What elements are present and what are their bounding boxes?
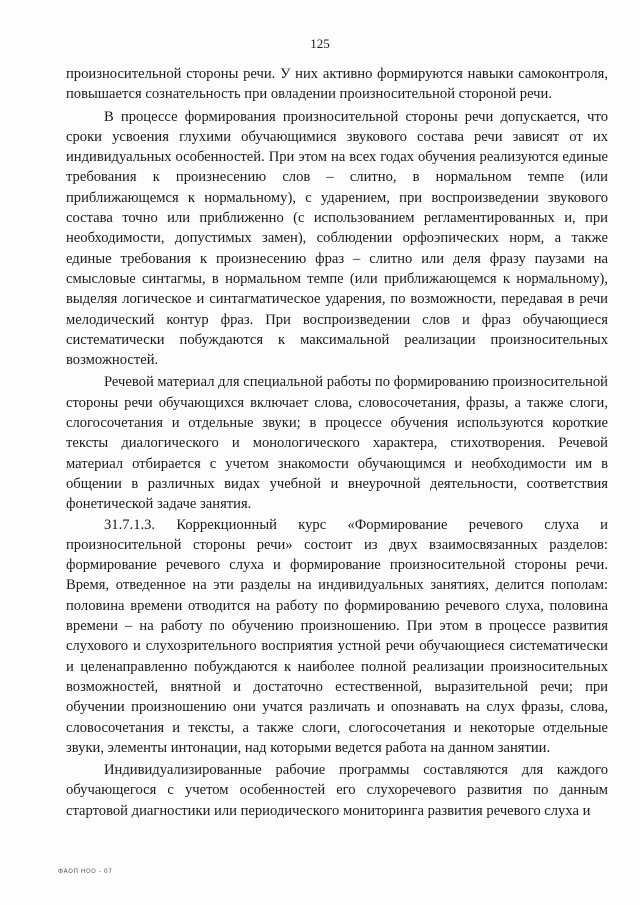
page-number: 125	[310, 36, 330, 51]
paragraph-3: Речевой материал для специальной работы по формированию произносительной стороны речи обучающихся включает слова, словосочетания, фразы, а также слоги, слогосочетания и отдельные звуки; в процессе обучения используются короткие тексты диалогического и монологического характера, стихотворения. Речевой материал отбирается с учетом знакомости обучающимся и необходимости им в общении в различных видах учебной и внеурочной деятельности, соответствия фонетической задаче занятия.	[66, 374, 608, 513]
paragraph-5: Индивидуализированные рабочие программы составляются для каждого обучающегося с учетом особенностей его слухоречевого развития по данным стартовой диагностики или периодического мониторинга развития речевого слуха и	[66, 762, 608, 819]
document-body	[66, 64, 608, 821]
paragraph-4: 31.7.1.3. Коррекционный курс «Формирование речевого слуха и произносительной стороны речи» состоит из двух взаимосвязанных разделов: формирование речевого слуха и формирование произносительной стороны речи. Время, отведенное на эти разделы на индивидуальных занятиях, делится пополам: половина времени отводится на работу по формированию речевого слуха, половина времени – на работу по обучению произношению. При этом в процессе развития слухового и слухозрительного восприятия устной речи обучающиеся систематически и целенаправленно побуждаются к наиболее полной реализации произносительных возможностей, внятной и достаточно естественной, выразительной речи; при обучении произношению они учатся различать и опознавать на слух фразы, слова, словосочетания и тексты, а также слоги, слогосочетания и некоторые отдельные звуки, элементы интонации, над которыми ведется работа на данном занятии.	[66, 516, 608, 756]
paragraph-2: В процессе формирования произносительной стороны речи допускается, что сроки усвоения глухими обучающимися звукового состава речи зависят от их индивидуальных особенностей. При этом на всех годах обучения реализуются единые требования к произнесению слов – слитно, в нормальном темпе (или приближающемся к нормальному), с ударением, при воспроизведении звукового состава точно или приближенно (с использованием регламентированных и, при необходимости, допустимых замен), соблюдении орфоэпических норм, а также единые требования к произнесению фраз – слитно или деля фразу паузами на смысловые синтагмы, в нормальном темпе (или приближающемся к нормальному), выделяя логическое и синтагматическое ударения, по возможности, передавая в речи мелодический контур фраз. При воспроизведении слов и фраз обучающиеся систематически побуждаются к максимальной реализации произносительных возможностей.	[66, 108, 608, 369]
page-footer: ФАОП НОО - 07	[58, 868, 113, 875]
paragraph-1: произносительной стороны речи. У них активно формируются навыки самоконтроля, повышается сознательность при овладении произносительной стороной речи.	[66, 66, 608, 103]
